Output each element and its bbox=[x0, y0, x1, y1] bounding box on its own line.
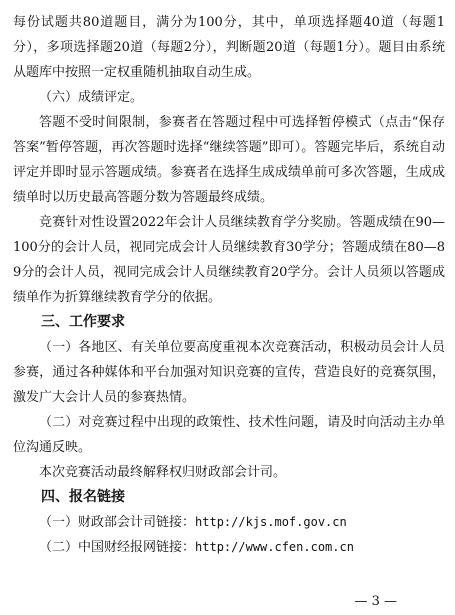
link-url-cfen[interactable]: http://www.cfen.com.cn bbox=[195, 540, 354, 554]
page-number: — 3 — bbox=[354, 594, 397, 609]
link-item-cfen bbox=[13, 535, 445, 560]
paragraph-requirement-1: （一）各地区、有关单位要高度重视本次竞赛活动，积极动员会计人员参赛，通过各种媒体和平台加强对知识竞赛的宣传，营造良好的竞赛氛围，激发广大会计人员的参赛热情。 bbox=[13, 340, 445, 405]
paragraph-exam-composition: 每份试题共80道题目，满分为100分，其中，单项选择题40道（每题1分），多项选择题20道（每题2分），判断题20道（每题1分）。题目由系统从题库中按照一定权重随机抽取自动生成。 bbox=[13, 15, 445, 80]
paragraph-requirement-2: （二）对竞赛过程中出现的政策性、技术性问题，请及时向活动主办单位沟通反映。 bbox=[13, 415, 445, 455]
paragraph-scoring-rules: 答题不受时间限制，参赛者在答题过程中可选择暂停模式（点击“保存答案”暂停答题，再次答题时选择“继续答题”即可）。答题完毕后，系统自动评定并即时显示答题成绩。参赛者在选择生成成绩单前可多次答题，生成成绩单时以历史最高答题分数为答题最终成绩。 bbox=[13, 115, 445, 205]
link-url-kjs[interactable]: http://kjs.mof.gov.cn bbox=[195, 515, 347, 529]
link-label-cfen: （二）中国财经报网链接： bbox=[39, 540, 196, 555]
link-label-kjs: （一）财政部会计司链接： bbox=[39, 515, 196, 530]
document-body bbox=[13, 10, 445, 560]
paragraph-interpretation: 本次竞赛活动最终解释权归财政部会计司。 bbox=[39, 465, 287, 480]
section-4-heading: 四、报名链接 bbox=[41, 489, 125, 505]
section-3-heading: 三、工作要求 bbox=[41, 314, 125, 330]
link-item-kjs bbox=[13, 510, 445, 535]
paragraph-credit-award: 竞赛针对性设置2022年会计人员继续教育学分奖励。答题成绩在90—100分的会计人员，视同完成会计人员继续教育30学分；答题成绩在80—89分的会计人员，视同完成会计人员继续教育20学分。会计人员须以答题成绩单作为折算继续教育学分的依据。 bbox=[13, 215, 445, 305]
section-6-title: （六）成绩评定。 bbox=[39, 90, 144, 105]
